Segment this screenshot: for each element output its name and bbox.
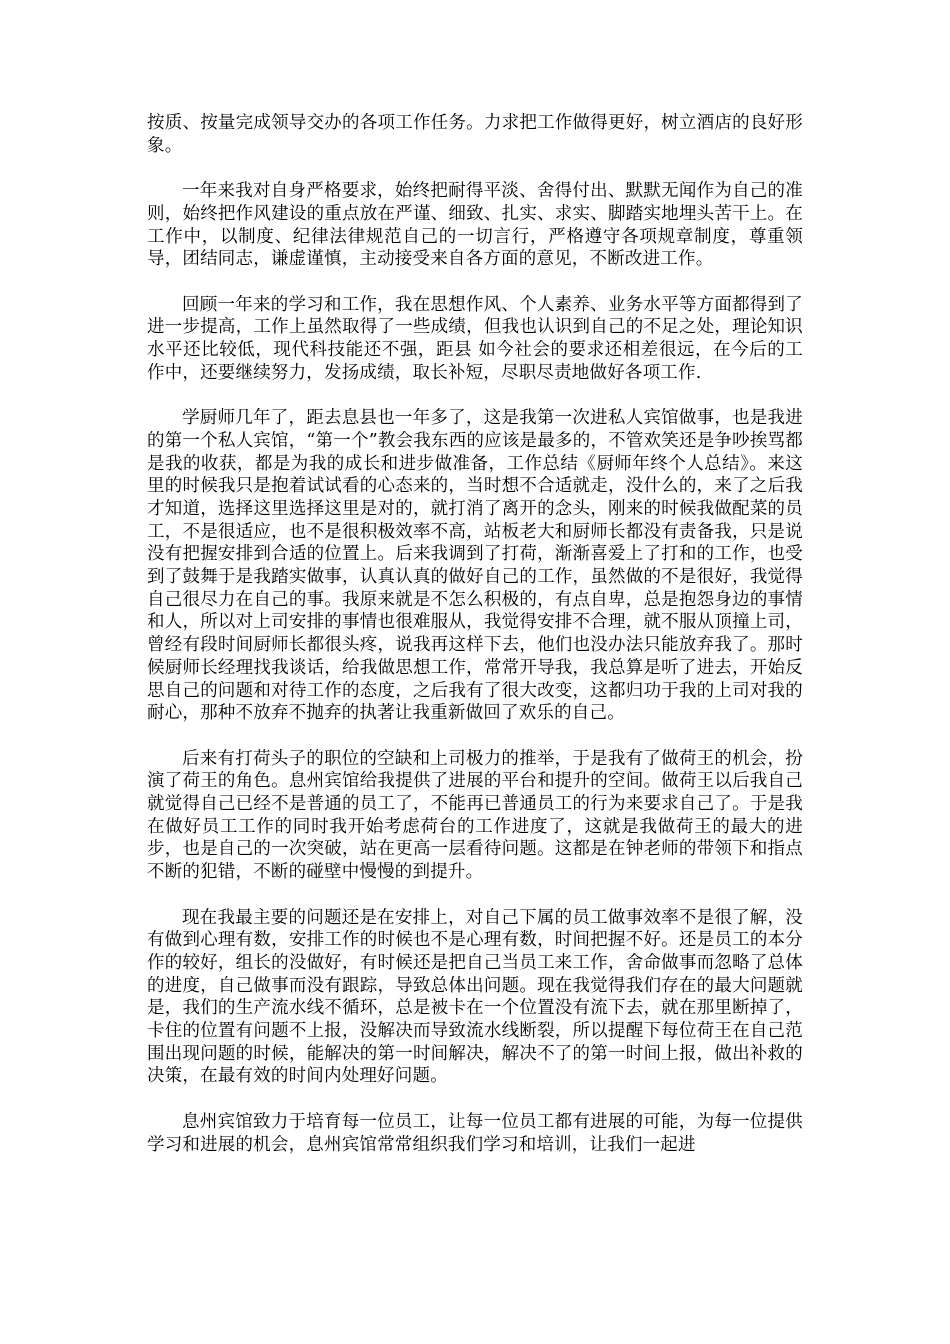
paragraph-4: 学厨师几年了，距去息县也一年多了，这是我第一次进私人宾馆做事，也是我进的第一个私人宾馆，“第一个”教会我东西的应该是最多的，不管欢笑还是争吵挨骂都是我的收获，都是为我的成长和进步做准备，工作总结《厨师年终个人总结》。来这里的时候我只是抱着试试看的心态来的，当时想不合适就走，没什么的，来了之后我才知道，选择这里选择这里是对的，就打消了离开的念头，刚来的时候我做配菜的员工，不是很适应，也不是很积极效率不高，站板老大和厨师长都没有责备我，只是说没有把握安排到合适的位置上。后来我调到了打荷，渐渐喜爱上了打和的工作，也受到了鼓舞于是我踏实做事，认真认真的做好自己的工作，虽然做的不是很好，我觉得自己很尽力在自己的事。我原来就是不怎么积极的，有点自卑，总是抱怨身边的事情和人，所以对上司安排的事情也很难服从，我觉得安排不合理，就不服从顶撞上司，曾经有段时间厨师长都很头疼，说我再这样下去，他们也没办法只能放弃我了。那时候厨师长经理找我谈话，给我做思想工作，常常开导我，我总算是听了进去，开始反思自己的问题和对待工作的态度，之后我有了很大改变，这都归功于我的上司对我的耐心，那种不放弃不抛弃的执著让我重新做回了欢乐的自己。	[147, 408, 803, 724]
paragraph-3: 回顾一年来的学习和工作，我在思想作风、个人素养、业务水平等方面都得到了进一步提高，工作上虽然取得了一些成绩，但我也认识到自己的不足之处，理论知识水平还比较低，现代科技能还不强，距县 如今社会的要求还相差很远，在今后的工作中，还要继续努力，发扬成绩，取长补短，尽职尽责地做好各项工作.	[147, 294, 803, 383]
paragraph-6: 现在我最主要的问题还是在安排上，对自己下属的员工做事效率不是很了解，没有做到心理有数，安排工作的时候也不是心理有数，时间把握不好。还是员工的本分作的较好，组长的没做好，有时候还是把自己当员工来工作，舍命做事而忽略了总体的进度，自己做事而没有跟踪，导致总体出问题。现在我觉得我们存在的最大问题就是，我们的生产流水线不循环，总是被卡在一个位置没有流下去，就在那里断掉了，卡住的位置有问题不上报，没解决而导致流水线断裂，所以提醒下每位荷王在自己范围出现问题的时候，能解决的第一时间解决，解决不了的第一时间上报，做出补救的决策，在最有效的时间内处理好问题。	[147, 907, 803, 1087]
document-page	[147, 112, 803, 1179]
paragraph-7: 息州宾馆致力于培育每一位员工，让每一位员工都有进展的可能，为每一位提供学习和进展的机会，息州宾馆常常组织我们学习和培训，让我们一起进	[147, 1111, 803, 1155]
paragraph-1: 按质、按量完成领导交办的各项工作任务。力求把工作做得更好，树立酒店的良好形象。	[147, 113, 803, 156]
paragraph-2: 一年来我对自身严格要求，始终把耐得平淡、舍得付出、默默无闻作为自己的准则，始终把作风建设的重点放在严谨、细致、扎实、求实、脚踏实地埋头苦干上。在工作中，以制度、纪律法律规范自己的一切言行，严格遵守各项规章制度，尊重领导，团结同志，谦虚谨慎，主动接受来自各方面的意见，不断改进工作。	[147, 181, 803, 270]
paragraph-5: 后来有打荷头子的职位的空缺和上司极力的推举，于是我有了做荷王的机会，扮演了荷王的角色。息州宾馆给我提供了进展的平台和提升的空间。做荷王以后我自己就觉得自己已经不是普通的员工了，不能再已普通员工的行为来要求自己了。于是我在做好员工工作的同时我开始考虑荷台的工作进度了，这就是我做荷王的最大的进步，也是自己的一次突破，站在更高一层看待问题。这都是在钟老师的带领下和指点不断的犯错，不断的碰壁中慢慢的到提升。	[147, 748, 803, 883]
